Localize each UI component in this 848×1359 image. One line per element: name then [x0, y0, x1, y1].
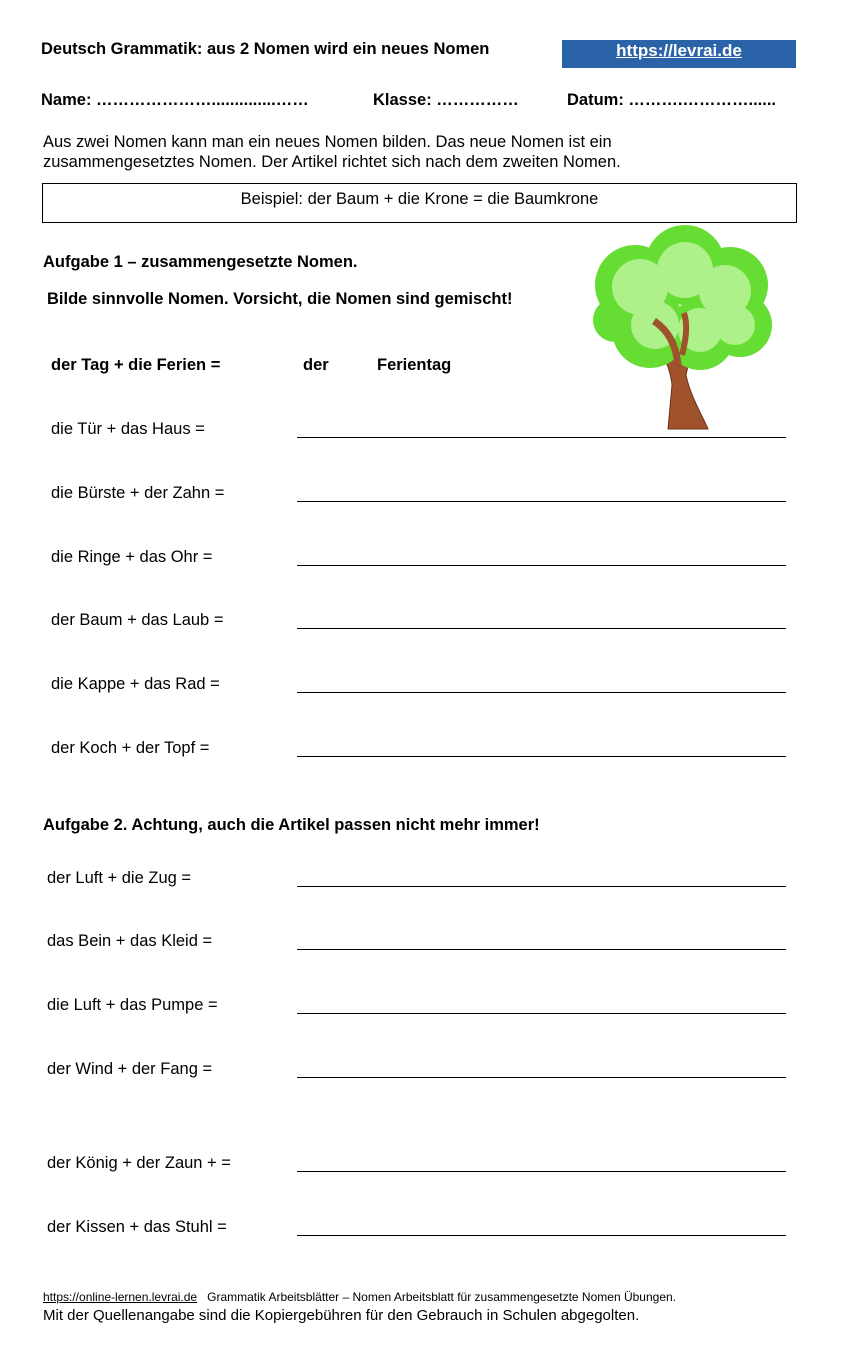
worksheet-title: Deutsch Grammatik: aus 2 Nomen wird ein neues Nomen	[41, 40, 490, 58]
task2-item-2: das Bein + das Kleid =	[47, 932, 213, 950]
task1-item-4: der Baum + das Laub =	[51, 611, 224, 629]
class-field[interactable]: Klasse: ……………	[373, 91, 519, 109]
example-box	[42, 183, 797, 223]
task2-heading: Aufgabe 2. Achtung, auch die Artikel passen nicht mehr immer!	[43, 816, 540, 834]
footer-description: Grammatik Arbeitsblätter – Nomen Arbeitsblatt für zusammengesetzte Nomen Übungen.	[207, 1290, 676, 1304]
footer-copyright-note: Mit der Quellenangabe sind die Kopiergebühren für den Gebrauch in Schulen abgegolten.	[43, 1307, 640, 1324]
answer-line-1-1[interactable]	[297, 437, 786, 438]
sample-left: der Tag + die Ferien =	[51, 356, 221, 374]
task2-item-4: der Wind + der Fang =	[47, 1060, 213, 1078]
answer-line-2-1[interactable]	[297, 886, 786, 887]
task1-item-2: die Bürste + der Zahn =	[51, 484, 225, 502]
name-field[interactable]: Name: …………………..............……	[41, 91, 309, 109]
task1-item-6: der Koch + der Topf =	[51, 739, 210, 757]
answer-line-2-3[interactable]	[297, 1013, 786, 1014]
website-link[interactable]: https://levrai.de	[562, 40, 796, 68]
answer-line-1-2[interactable]	[297, 501, 786, 502]
task1-item-5: die Kappe + das Rad =	[51, 675, 220, 693]
answer-line-2-5[interactable]	[297, 1171, 786, 1172]
footer-link[interactable]: https://online-lernen.levrai.de	[43, 1290, 198, 1304]
answer-line-1-5[interactable]	[297, 692, 786, 693]
task2-item-3: die Luft + das Pumpe =	[47, 996, 218, 1014]
task1-item-3: die Ringe + das Ohr =	[51, 548, 213, 566]
answer-line-2-4[interactable]	[297, 1077, 786, 1078]
answer-line-1-3[interactable]	[297, 565, 786, 566]
answer-line-1-4[interactable]	[297, 628, 786, 629]
task2-item-1: der Luft + die Zug =	[47, 869, 192, 887]
date-field[interactable]: Datum: ……….…………......	[567, 91, 777, 109]
sample-article: der	[303, 356, 329, 374]
footer-line-1	[43, 1290, 676, 1304]
task2-item-6: der Kissen + das Stuhl =	[47, 1218, 227, 1236]
answer-line-1-6[interactable]	[297, 756, 786, 757]
intro-text	[43, 132, 743, 172]
task1-item-1: die Tür + das Haus =	[51, 420, 205, 438]
sample-answer: Ferientag	[377, 356, 452, 374]
example-text: Beispiel: der Baum + die Krone = die Baumkrone	[240, 190, 599, 208]
task1-instruction: Bilde sinnvolle Nomen. Vorsicht, die Nomen sind gemischt!	[47, 290, 513, 308]
answer-line-2-2[interactable]	[297, 949, 786, 950]
answer-line-2-6[interactable]	[297, 1235, 786, 1236]
task1-heading: Aufgabe 1 – zusammengesetzte Nomen.	[43, 253, 358, 271]
intro-line-2: zusammengesetztes Nomen. Der Artikel richtet sich nach dem zweiten Nomen.	[43, 153, 621, 171]
intro-line-1: Aus zwei Nomen kann man ein neues Nomen bilden. Das neue Nomen ist ein	[43, 133, 612, 151]
task2-item-5: der König + der Zaun + =	[47, 1154, 231, 1172]
tree-illustration	[590, 225, 775, 430]
